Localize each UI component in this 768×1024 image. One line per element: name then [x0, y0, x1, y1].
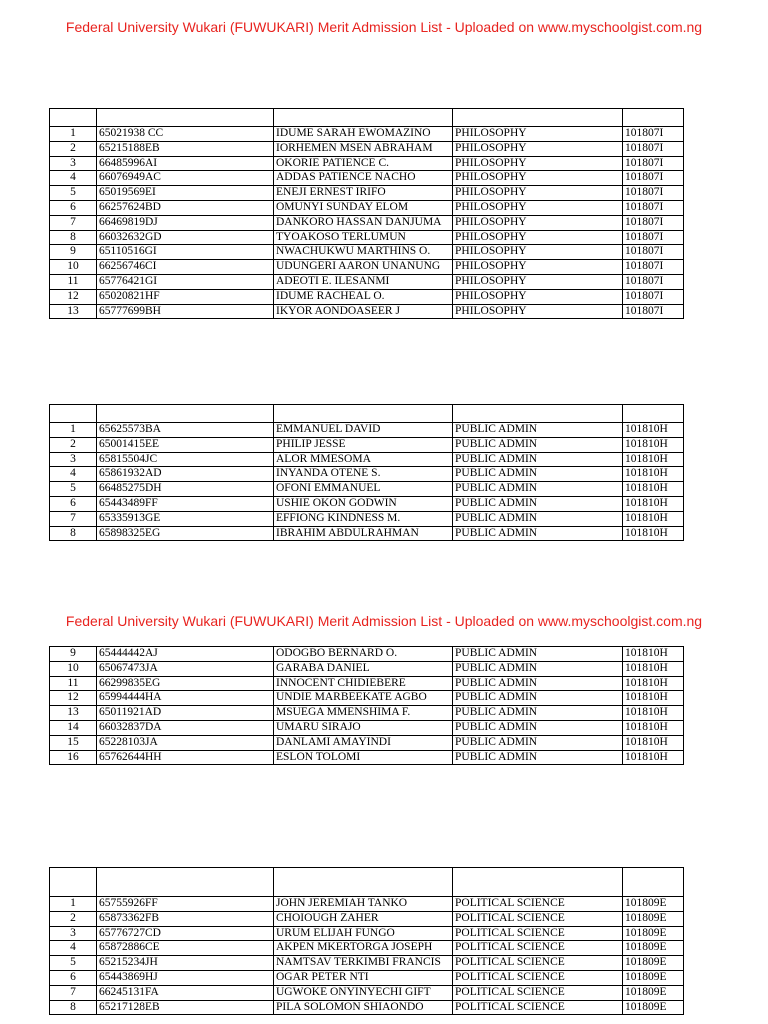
- candidate-name-cell: GARABA DANIEL: [274, 661, 453, 676]
- serial-no-cell: 3: [50, 452, 97, 467]
- table-row: [50, 720, 684, 735]
- course-cell: POLITICAL SCIENCE: [453, 897, 623, 912]
- course-code-cell: 101810H: [623, 496, 684, 511]
- candidate-name-cell: TYOAKOSO TERLUMUN: [274, 230, 453, 245]
- empty-header-cell: [623, 868, 684, 897]
- candidate-name-cell: ADEOTI E. ILESANMI: [274, 274, 453, 289]
- serial-no-cell: 14: [50, 720, 97, 735]
- table-row: [50, 956, 684, 971]
- empty-header-cell: [623, 109, 684, 127]
- empty-header-cell: [453, 405, 623, 423]
- serial-no-cell: 15: [50, 735, 97, 750]
- table-row: [50, 452, 684, 467]
- candidate-name-cell: OFONI EMMANUEL: [274, 482, 453, 497]
- empty-header-cell: [50, 405, 97, 423]
- serial-no-cell: 16: [50, 750, 97, 765]
- candidate-name-cell: IORHEMEN MSEN ABRAHAM: [274, 141, 453, 156]
- serial-no-cell: 3: [50, 156, 97, 171]
- course-cell: PHILOSOPHY: [453, 141, 623, 156]
- jamb-reg-cell: 65110516GI: [97, 245, 274, 260]
- serial-no-cell: 13: [50, 304, 97, 319]
- candidate-name-cell: UGWOKE ONYINYECHI GIFT: [274, 985, 453, 1000]
- course-cell: PUBLIC ADMIN: [453, 647, 623, 662]
- jamb-reg-cell: 65815504JC: [97, 452, 274, 467]
- course-code-cell: 101809E: [623, 926, 684, 941]
- candidate-name-cell: OMUNYI SUNDAY ELOM: [274, 200, 453, 215]
- candidate-name-cell: ALOR MMESOMA: [274, 452, 453, 467]
- course-cell: PUBLIC ADMIN: [453, 750, 623, 765]
- jamb-reg-cell: 65215188EB: [97, 141, 274, 156]
- serial-no-cell: 10: [50, 661, 97, 676]
- course-code-cell: 101810H: [623, 691, 684, 706]
- empty-header-cell: [50, 109, 97, 127]
- candidate-name-cell: DANKORO HASSAN DANJUMA: [274, 215, 453, 230]
- serial-no-cell: 6: [50, 970, 97, 985]
- course-cell: PHILOSOPHY: [453, 200, 623, 215]
- jamb-reg-cell: 65762644HH: [97, 750, 274, 765]
- course-code-cell: 101807I: [623, 289, 684, 304]
- jamb-reg-cell: 65861932AD: [97, 467, 274, 482]
- course-cell: PHILOSOPHY: [453, 186, 623, 201]
- course-code-cell: 101807I: [623, 230, 684, 245]
- course-cell: PHILOSOPHY: [453, 260, 623, 275]
- jamb-reg-cell: 66299835EG: [97, 676, 274, 691]
- empty-header-cell: [274, 109, 453, 127]
- jamb-reg-cell: 65873362FB: [97, 911, 274, 926]
- candidate-name-cell: OKORIE PATIENCE C.: [274, 156, 453, 171]
- candidate-name-cell: NWACHUKWU MARTHINS O.: [274, 245, 453, 260]
- empty-header-cell: [453, 109, 623, 127]
- jamb-reg-cell: 66245131FA: [97, 985, 274, 1000]
- jamb-reg-cell: 65020821HF: [97, 289, 274, 304]
- course-cell: POLITICAL SCIENCE: [453, 956, 623, 971]
- candidate-name-cell: ESLON TOLOMI: [274, 750, 453, 765]
- empty-header-cell: [97, 868, 274, 897]
- course-code-cell: 101809E: [623, 970, 684, 985]
- jamb-reg-cell: 65444442AJ: [97, 647, 274, 662]
- course-code-cell: 101807I: [623, 186, 684, 201]
- table-row: [50, 526, 684, 541]
- table-header-row: [50, 405, 684, 423]
- table-row: [50, 423, 684, 438]
- jamb-reg-cell: 65776421GI: [97, 274, 274, 289]
- table-row: [50, 304, 684, 319]
- table-row: [50, 289, 684, 304]
- table-row: [50, 735, 684, 750]
- candidate-name-cell: CHOIOUGH ZAHER: [274, 911, 453, 926]
- table-row: [50, 985, 684, 1000]
- course-code-cell: 101809E: [623, 985, 684, 1000]
- jamb-reg-cell: 65001415EE: [97, 437, 274, 452]
- empty-header-cell: [453, 868, 623, 897]
- serial-no-cell: 1: [50, 423, 97, 438]
- table-row: [50, 661, 684, 676]
- course-code-cell: 101810H: [623, 437, 684, 452]
- candidate-name-cell: ENEJI ERNEST IRIFO: [274, 186, 453, 201]
- course-code-cell: 101810H: [623, 647, 684, 662]
- course-cell: PUBLIC ADMIN: [453, 482, 623, 497]
- serial-no-cell: 6: [50, 200, 97, 215]
- table-row: [50, 897, 684, 912]
- candidate-name-cell: MSUEGA MMENSHIMA F.: [274, 706, 453, 721]
- course-cell: PUBLIC ADMIN: [453, 706, 623, 721]
- jamb-reg-cell: 66485275DH: [97, 482, 274, 497]
- course-cell: PUBLIC ADMIN: [453, 661, 623, 676]
- course-code-cell: 101807I: [623, 274, 684, 289]
- table-row: [50, 647, 684, 662]
- serial-no-cell: 5: [50, 482, 97, 497]
- jamb-reg-cell: 65777699BH: [97, 304, 274, 319]
- course-code-cell: 101810H: [623, 526, 684, 541]
- table-row: [50, 171, 684, 186]
- jamb-reg-cell: 65443869HJ: [97, 970, 274, 985]
- course-cell: POLITICAL SCIENCE: [453, 941, 623, 956]
- candidate-name-cell: INNOCENT CHIDIEBERE: [274, 676, 453, 691]
- candidate-name-cell: UNDIE MARBEEKATE AGBO: [274, 691, 453, 706]
- serial-no-cell: 10: [50, 260, 97, 275]
- jamb-reg-cell: 65228103JA: [97, 735, 274, 750]
- candidate-name-cell: NAMTSAV TERKIMBI FRANCIS: [274, 956, 453, 971]
- table-row: [50, 274, 684, 289]
- course-code-cell: 101809E: [623, 941, 684, 956]
- candidate-name-cell: PHILIP JESSE: [274, 437, 453, 452]
- candidate-name-cell: AKPEN MKERTORGA JOSEPH: [274, 941, 453, 956]
- course-cell: PUBLIC ADMIN: [453, 437, 623, 452]
- table-row: [50, 911, 684, 926]
- candidate-name-cell: IDUME SARAH EWOMAZINO: [274, 127, 453, 142]
- course-code-cell: 101809E: [623, 911, 684, 926]
- course-cell: PUBLIC ADMIN: [453, 511, 623, 526]
- serial-no-cell: 12: [50, 289, 97, 304]
- empty-header-cell: [97, 109, 274, 127]
- jamb-reg-cell: 65217128EB: [97, 1000, 274, 1015]
- course-code-cell: 101810H: [623, 661, 684, 676]
- table-row: [50, 482, 684, 497]
- serial-no-cell: 1: [50, 897, 97, 912]
- course-cell: PHILOSOPHY: [453, 171, 623, 186]
- course-code-cell: 101809E: [623, 897, 684, 912]
- jamb-reg-cell: 65776727CD: [97, 926, 274, 941]
- candidate-name-cell: ODOGBO BERNARD O.: [274, 647, 453, 662]
- course-code-cell: 101807I: [623, 245, 684, 260]
- empty-header-cell: [274, 405, 453, 423]
- serial-no-cell: 3: [50, 926, 97, 941]
- candidate-name-cell: OGAR PETER NTI: [274, 970, 453, 985]
- table-row: [50, 706, 684, 721]
- admission-table-public-admin-a: [49, 404, 684, 541]
- serial-no-cell: 7: [50, 985, 97, 1000]
- table-row: [50, 511, 684, 526]
- serial-no-cell: 13: [50, 706, 97, 721]
- table-row: [50, 970, 684, 985]
- jamb-reg-cell: 66032632GD: [97, 230, 274, 245]
- page-banner-middle: Federal University Wukari (FUWUKARI) Merit Admission List - Uploaded on www.myschoolgist.com.ng: [65, 613, 703, 629]
- candidate-name-cell: USHIE OKON GODWIN: [274, 496, 453, 511]
- candidate-name-cell: INYANDA OTENE S.: [274, 467, 453, 482]
- empty-header-cell: [274, 868, 453, 897]
- jamb-reg-cell: 65215234JH: [97, 956, 274, 971]
- candidate-name-cell: PILA SOLOMON SHIAONDO: [274, 1000, 453, 1015]
- course-cell: PUBLIC ADMIN: [453, 720, 623, 735]
- admission-table-political-science: [49, 867, 684, 1015]
- course-cell: POLITICAL SCIENCE: [453, 911, 623, 926]
- candidate-name-cell: JOHN JEREMIAH TANKO: [274, 897, 453, 912]
- table-row: [50, 941, 684, 956]
- course-code-cell: 101810H: [623, 482, 684, 497]
- serial-no-cell: 2: [50, 141, 97, 156]
- serial-no-cell: 4: [50, 941, 97, 956]
- course-code-cell: 101807I: [623, 127, 684, 142]
- jamb-reg-cell: 65625573BA: [97, 423, 274, 438]
- course-code-cell: 101807I: [623, 304, 684, 319]
- serial-no-cell: 7: [50, 215, 97, 230]
- serial-no-cell: 5: [50, 956, 97, 971]
- serial-no-cell: 2: [50, 911, 97, 926]
- course-code-cell: 101807I: [623, 141, 684, 156]
- table-row: [50, 215, 684, 230]
- course-code-cell: 101807I: [623, 215, 684, 230]
- jamb-reg-cell: 65898325EG: [97, 526, 274, 541]
- candidate-name-cell: IDUME RACHEAL O.: [274, 289, 453, 304]
- jamb-reg-cell: 65872886CE: [97, 941, 274, 956]
- table-row: [50, 156, 684, 171]
- course-code-cell: 101810H: [623, 720, 684, 735]
- course-code-cell: 101807I: [623, 200, 684, 215]
- empty-header-cell: [623, 405, 684, 423]
- course-cell: PHILOSOPHY: [453, 215, 623, 230]
- course-code-cell: 101810H: [623, 467, 684, 482]
- candidate-name-cell: DANLAMI AMAYINDI: [274, 735, 453, 750]
- table-row: [50, 141, 684, 156]
- course-cell: PUBLIC ADMIN: [453, 735, 623, 750]
- course-code-cell: 101810H: [623, 706, 684, 721]
- table-row: [50, 1000, 684, 1015]
- serial-no-cell: 12: [50, 691, 97, 706]
- course-cell: PUBLIC ADMIN: [453, 526, 623, 541]
- course-cell: PUBLIC ADMIN: [453, 496, 623, 511]
- serial-no-cell: 11: [50, 274, 97, 289]
- table-row: [50, 200, 684, 215]
- course-cell: PUBLIC ADMIN: [453, 452, 623, 467]
- admission-table-philosophy: [49, 108, 684, 319]
- serial-no-cell: 8: [50, 526, 97, 541]
- table-header-row: [50, 109, 684, 127]
- course-code-cell: 101810H: [623, 423, 684, 438]
- serial-no-cell: 2: [50, 437, 97, 452]
- course-cell: PHILOSOPHY: [453, 289, 623, 304]
- serial-no-cell: 8: [50, 230, 97, 245]
- table-row: [50, 750, 684, 765]
- candidate-name-cell: EMMANUEL DAVID: [274, 423, 453, 438]
- jamb-reg-cell: 66032837DA: [97, 720, 274, 735]
- candidate-name-cell: ADDAS PATIENCE NACHO: [274, 171, 453, 186]
- jamb-reg-cell: 65019569EI: [97, 186, 274, 201]
- course-code-cell: 101810H: [623, 676, 684, 691]
- course-cell: PHILOSOPHY: [453, 230, 623, 245]
- admission-table-public-admin-b: [49, 646, 684, 765]
- jamb-reg-cell: 66485996AI: [97, 156, 274, 171]
- table-row: [50, 127, 684, 142]
- course-cell: PHILOSOPHY: [453, 156, 623, 171]
- table-row: [50, 926, 684, 941]
- course-cell: PUBLIC ADMIN: [453, 676, 623, 691]
- table-header-row: [50, 868, 684, 897]
- candidate-name-cell: IBRAHIM ABDULRAHMAN: [274, 526, 453, 541]
- course-cell: PHILOSOPHY: [453, 274, 623, 289]
- course-code-cell: 101810H: [623, 750, 684, 765]
- jamb-reg-cell: 66076949AC: [97, 171, 274, 186]
- course-code-cell: 101807I: [623, 171, 684, 186]
- empty-header-cell: [97, 405, 274, 423]
- table-row: [50, 496, 684, 511]
- course-cell: PUBLIC ADMIN: [453, 423, 623, 438]
- candidate-name-cell: IKYOR AONDOASEER J: [274, 304, 453, 319]
- table-row: [50, 437, 684, 452]
- jamb-reg-cell: 65011921AD: [97, 706, 274, 721]
- serial-no-cell: 7: [50, 511, 97, 526]
- serial-no-cell: 1: [50, 127, 97, 142]
- jamb-reg-cell: 65994444HA: [97, 691, 274, 706]
- table-row: [50, 260, 684, 275]
- course-cell: PHILOSOPHY: [453, 127, 623, 142]
- jamb-reg-cell: 65755926FF: [97, 897, 274, 912]
- candidate-name-cell: EFFIONG KINDNESS M.: [274, 511, 453, 526]
- course-code-cell: 101809E: [623, 1000, 684, 1015]
- jamb-reg-cell: 66469819DJ: [97, 215, 274, 230]
- candidate-name-cell: URUM ELIJAH FUNGO: [274, 926, 453, 941]
- serial-no-cell: 9: [50, 245, 97, 260]
- jamb-reg-cell: 66256746CI: [97, 260, 274, 275]
- table-row: [50, 467, 684, 482]
- course-cell: POLITICAL SCIENCE: [453, 926, 623, 941]
- course-code-cell: 101807I: [623, 156, 684, 171]
- course-cell: POLITICAL SCIENCE: [453, 1000, 623, 1015]
- table-row: [50, 691, 684, 706]
- serial-no-cell: 9: [50, 647, 97, 662]
- course-cell: PHILOSOPHY: [453, 304, 623, 319]
- serial-no-cell: 4: [50, 467, 97, 482]
- serial-no-cell: 11: [50, 676, 97, 691]
- course-cell: POLITICAL SCIENCE: [453, 970, 623, 985]
- course-cell: POLITICAL SCIENCE: [453, 985, 623, 1000]
- jamb-reg-cell: 65021938 CC: [97, 127, 274, 142]
- serial-no-cell: 8: [50, 1000, 97, 1015]
- course-code-cell: 101810H: [623, 452, 684, 467]
- course-cell: PHILOSOPHY: [453, 245, 623, 260]
- course-cell: PUBLIC ADMIN: [453, 691, 623, 706]
- course-code-cell: 101809E: [623, 956, 684, 971]
- course-code-cell: 101810H: [623, 511, 684, 526]
- jamb-reg-cell: 65335913GE: [97, 511, 274, 526]
- table-row: [50, 245, 684, 260]
- empty-header-cell: [50, 868, 97, 897]
- jamb-reg-cell: 65067473JA: [97, 661, 274, 676]
- candidate-name-cell: UMARU SIRAJO: [274, 720, 453, 735]
- serial-no-cell: 5: [50, 186, 97, 201]
- jamb-reg-cell: 65443489FF: [97, 496, 274, 511]
- serial-no-cell: 6: [50, 496, 97, 511]
- page-banner-top: Federal University Wukari (FUWUKARI) Merit Admission List - Uploaded on www.myschoolgist.com.ng: [65, 19, 703, 35]
- table-row: [50, 186, 684, 201]
- table-row: [50, 676, 684, 691]
- serial-no-cell: 4: [50, 171, 97, 186]
- jamb-reg-cell: 66257624BD: [97, 200, 274, 215]
- course-cell: PUBLIC ADMIN: [453, 467, 623, 482]
- candidate-name-cell: UDUNGERI AARON UNANUNG: [274, 260, 453, 275]
- course-code-cell: 101807I: [623, 260, 684, 275]
- table-row: [50, 230, 684, 245]
- course-code-cell: 101810H: [623, 735, 684, 750]
